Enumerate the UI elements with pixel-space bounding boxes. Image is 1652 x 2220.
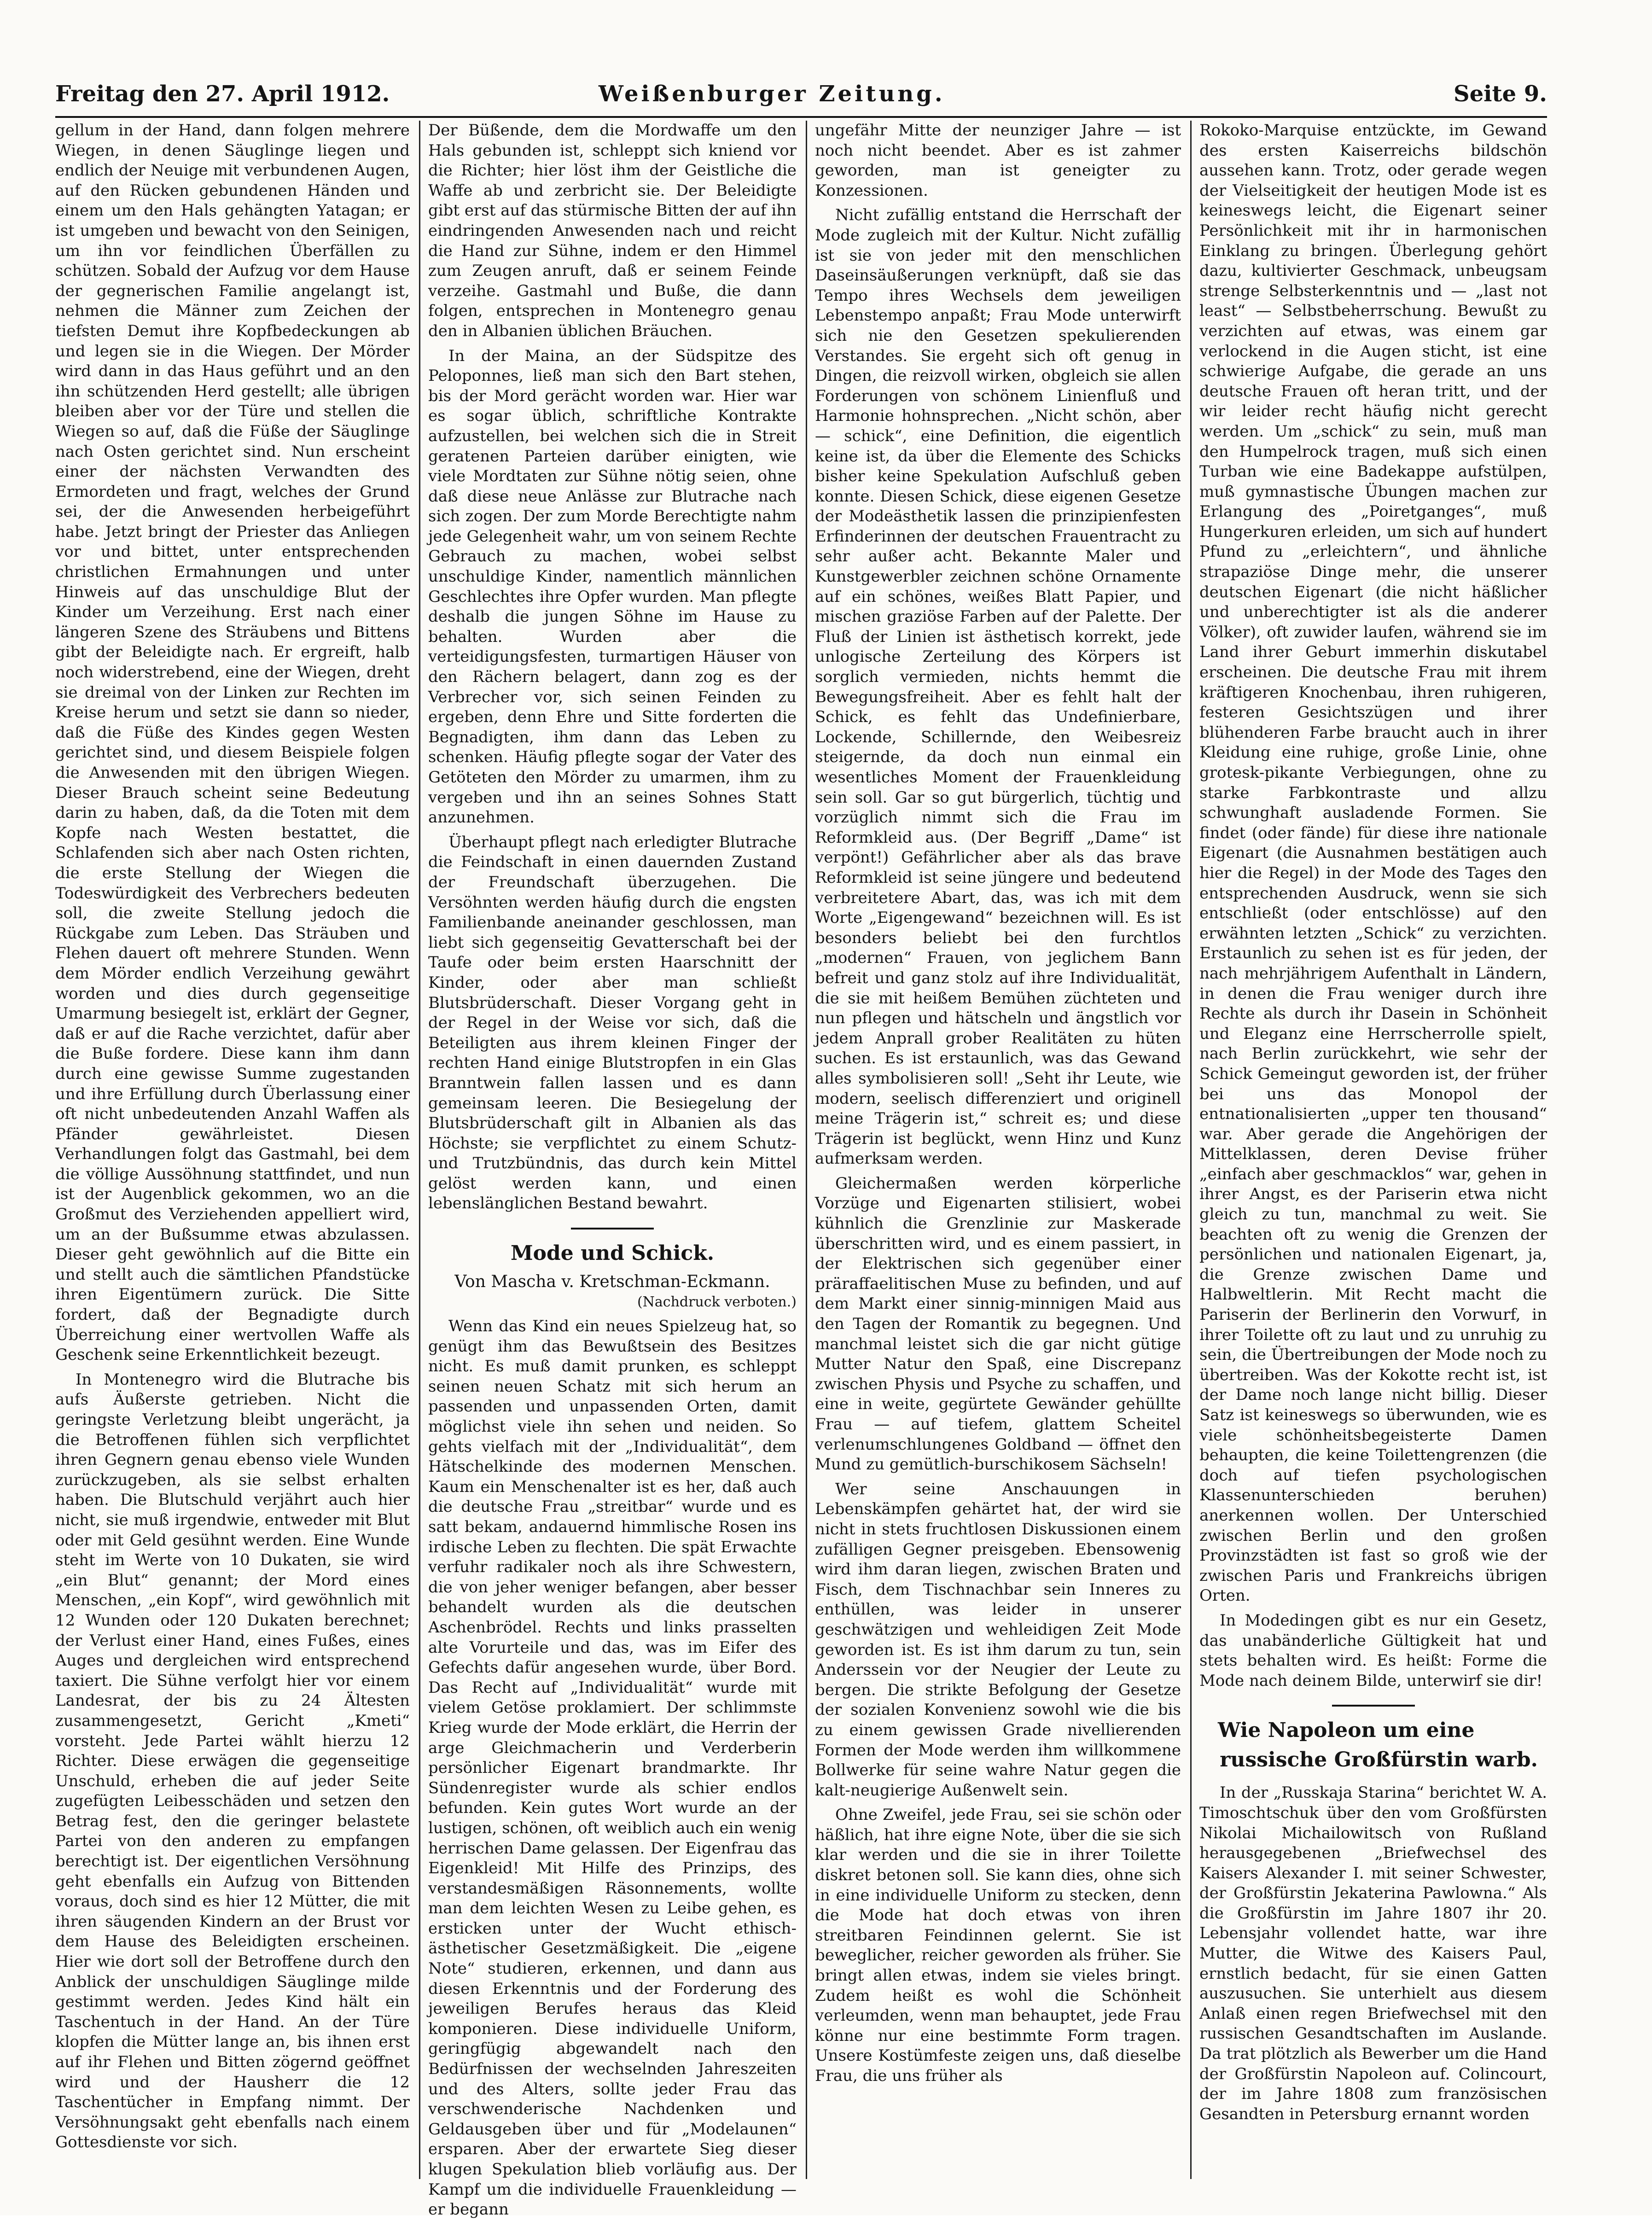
paragraph: Wenn das Kind ein neues Spielzeug hat, so genügt ihm das Bewußtsein des Besitzes nicht. Es muß damit prunken, es schleppt seinen neuen Schatz mit sich herum an passenden und unpassenden Orten, damit möglichst viele ihn sehen und neiden. So gehts vielfach mit der „Individualität“, dem Hätschelkinde des modernen Menschen. Kaum ein Menschenalter ist es her, daß auch die deutsche Frau „streitbar“ wurde und es satt bekam, andauernd himmlische Rosen ins irdische Leben zu flechten. Die spät Erwachte verfuhr radikaler noch als ihre Schwestern, die von jeher weniger befangen, aber besser behandelt wurden als die deutschen Aschenbrödel. Rechts und links prasselten alte Vorurteile und das, was im Eifer des Gefechts dafür angesehen wurde, über Bord. Das Recht auf „Individualität“ wurde mit vielem Getöse proklamiert. Der schlimmste Krieg wurde der Mode erklärt, die Herrin der arge Gleichmacherin und Verderberin persönlicher Eigenart brandmarkte. Ihr Sündenregister wurde als schier endlos befunden. Kein gutes Wort wurde an der lustigen, schönen, oft weiblich auch ein wenig herrischen Dame gelassen. Der Eigenfrau das Eigenkleid! Mit Hilfe des Prinzips, des verstandesmäßigen Räsonnements, wollte man dem leichten Wesen zu Leibe gehen, es ersticken unter der Wucht ethisch-ästhetischer Gesetzmäßigkeit. Die „eigene Note“ studieren, erkennen, und dann aus diesen Erkenntnis und der Forderung des jeweiligen Berufes heraus das Kleid komponieren. Diese individuelle Uniform, geringfügig abgewandelt nach den Bedürfnissen der wechselnden Jahreszeiten und des Alters, sollte jeder Frau das verschwenderische Nachdenken und Geldausgeben über und für „Modelaunen“ ersparen. Aber der erwartete Sieg dieser klugen Spekulation blieb vorläufig aus. Der Kampf um die individuelle Frauenkleidung — er begann: [428, 1317, 797, 2219]
column-2: [428, 121, 797, 2219]
paragraph: gellum in der Hand, dann folgen mehrere Wiegen, in denen Säuglinge liegen und endlich der Neuige mit verbundenen Augen, auf den Rücken gebundenen Händen und einem um den Hals gehängten Yatagan; er ist umgeben und bewacht von den Seinigen, um ihn vor feindlichen Überfällen zu schützen. Sobald der Aufzug vor dem Hause der gegnerischen Familie angelangt ist, nehmen die Männer zum Zeichen der tiefsten Demut ihre Kopfbedeckungen ab und legen sie in die Wiegen. Der Mörder wird dann in das Haus geführt und an den ihn schützenden Herd gestellt; alle übrigen bleiben aber vor der Türe und stellen die Wiegen so auf, daß die Füße der Säuglinge nach Osten gerichtet sind. Nun erscheint einer der nächsten Verwandten des Ermordeten und fragt, welches der Grund sei, der die Anwesenden herbeigeführt habe. Jetzt bringt der Priester das Anliegen vor und bittet, unter entsprechenden christlichen Ermahnungen und unter Hinweis auf das unschuldige Blut der Kinder um Verzeihung. Erst nach einer längeren Szene des Sträubens und Bittens gibt der Beleidigte nach. Er ergreift, halb noch widerstrebend, eine der Wiegen, dreht sie dreimal von der Linken zur Rechten im Kreise herum und setzt sie dann so nieder, daß die Füße des Kindes gegen Westen gerichtet sind, und diesem Beispiele folgen die Anwesenden mit den übrigen Wiegen. Dieser Brauch scheint seine Bedeutung darin zu haben, daß, da die Toten mit dem Kopfe nach Westen bestattet, die Schlafenden sich aber nach Osten richten, die erste Stellung der Wiegen die Todeswürdigkeit des Verbrechers bedeuten soll, die zweite Stellung jedoch die Rückgabe zum Leben. Das Sträuben und Flehen dauert oft mehrere Stunden. Wenn dem Mörder endlich Verzeihung gewährt worden und dies durch gegenseitige Umarmung besiegelt ist, erklärt der Gegner, daß er auf die Rache verzichtet, dafür aber die Buße fordere. Diese kann ihm dann durch eine gewisse Summe zugestanden und ihre Erfüllung durch Überlassung einer oft nicht unbedeutenden Anzahl Waffen als Pfänder gewährleistet. Diesen Verhandlungen folgt das Gastmahl, bei dem die völlige Aussöhnung stattfindet, und nun ist der Augenblick gekommen, wo an die Großmut des Verziehenden appelliert wird, um an der Bußsumme etwas abzulassen. Dieser geht gewöhnlich auf die Bitte ein und stellt auch die sämtlichen Pfandstücke ihren Eigentümern zurück. Die Sitte fordert, daß der Begnadigte durch Überreichung einer wertvollen Waffe als Geschenk seine Erkenntlichkeit bezeugt.: [55, 121, 410, 1364]
header-date: Freitag den 27. April 1912.: [55, 81, 390, 107]
paragraph: In der Maina, an der Südspitze des Peloponnes, ließ man sich den Bart stehen, bis der Mord gerächt worden war. Hier war es sogar üblich, schriftliche Kontrakte aufzustellen, bei welchen sich die in Streit geratenen Parteien darüber einigten, wie viele Mordtaten zur Sühne nötig seien, ohne daß diese neue Anlässe zur Blutrache nach sich zogen. Der zum Morde Berechtigte nahm jede Gelegenheit wahr, um von seinem Rechte Gebrauch zu machen, wobei selbst unschuldige Kinder, namentlich männlichen Geschlechtes ihre Opfer wurden. Man pflegte deshalb die jungen Söhne im Hause zu behalten. Wurden aber die verteidigungsfesten, turmartigen Häuser von den Rächern belagert, dann zog es der Verbrecher vor, sich seinen Feinden zu ergeben, denn Ehre und Sitte forderten die Begnadigten, ihm dann das Leben zu schenken. Häufig pflegte sogar der Vater des Getöteten den Mörder zu umarmen, ihm zu vergeben und ihn an seines Sohnes Statt anzunehmen.: [428, 346, 797, 827]
page-header: [55, 77, 1547, 113]
paragraph: Wer seine Anschauungen in Lebenskämpfen gehärtet hat, der wird sie nicht in stets fruchtlosen Diskussionen einem zufälligen Gegner preisgeben. Ebensowenig wird ihm daran liegen, zwischen Braten und Fisch, dem Tischnachbar sein Inneres zu enthüllen, was leider in unserer geschwätzigen und wehleidigen Zeit Mode geworden ist. Es ist ihm darum zu tun, sein Anderssein vor der Neugier der Leute zu bergen. Die strikte Befolgung der Gesetze der sozialen Konvenienz sowohl wie die bis zu einem gewissen Grade nivellierenden Formen der Mode werden ihm willkommene Bollwerke für seine wahre Natur gegen die kalt-neugierige Außenwelt sein.: [815, 1480, 1181, 1800]
reprint-note: (Nachdruck verboten.): [637, 1294, 797, 1311]
paragraph: Gleichermaßen werden körperliche Vorzüge und Eigenarten stilisiert, wobei kühnlich die Grenzlinie zur Maskerade überschritten wird, und es einem passiert, in der Elektrischen sich gegenüber einer präraffaelitischen Muse zu befinden, und auf dem Markt einer sinnig-minnigen Maid aus den Tagen der Romantik zu begegnen. Und manchmal leistet sich die gar nicht gütige Mutter Natur den Spaß, eine Discrepanz zwischen Physis und Psyche zu schaffen, und eine in weite, gegürtete Gewänder gehüllte Frau — auf tiefem, glattem Scheitel verlenumschlungenes Goldband — öffnet den Mund zu gemütlich-burschikosem Sächseln!: [815, 1174, 1181, 1474]
article-title: Mode und Schick.: [510, 1241, 715, 1265]
paragraph: In Modedingen gibt es nur ein Gesetz, das unabänderliche Gültigkeit hat und stets behalten wird. Es heißt: Forme die Mode nach deinem Bilde, unterwirf sie dir!: [1199, 1611, 1547, 1690]
paragraph: ungefähr Mitte der neunziger Jahre — ist noch nicht beendet. Aber es ist zahmer geworden, man ist geneigter zu Konzessionen.: [815, 121, 1181, 200]
article-separator: [1332, 1705, 1415, 1707]
paragraph: Der Büßende, dem die Mordwaffe um den Hals gebunden ist, schleppt sich kniend vor die Richter; hier löst ihm der Geistliche die Waffe ab und zerbricht sie. Der Beleidigte gibt erst auf das stürmische Bitten der auf ihn eindringenden Anwesenden nach und reicht die Hand zur Sühne, indem er den Himmel zum Zeugen anruft, daß er seinem Feinde verzeihe. Gastmahl und Buße, die dann folgen, entsprechen in Montenegro genau den in Albanien üblichen Bräuchen.: [428, 121, 797, 340]
article-separator: [571, 1228, 654, 1229]
column-4: [1199, 121, 1547, 2174]
article-title-line: russische Großfürstin warb.: [1220, 1748, 1538, 1772]
paragraph: Überhaupt pflegt nach erledigter Blutrache die Feindschaft in einen dauernden Zustand der Freundschaft überzugehen. Die Versöhnten werden häufig durch die engsten Familienbande aneinander geschlossen, man liebt sich gegenseitig Gevatterschaft bei der Taufe oder beim ersten Haarschnitt der Kinder, oder aber man schließt Blutsbrüderschaft. Dieser Vorgang geht in der Regel in der Weise vor sich, daß die Beteiligten aus ihrem kleinen Finger der rechten Hand einige Blutstropfen in ein Glas Branntwein fallen lassen und es dann gemeinsam leeren. Die Besiegelung der Blutsbrüderschaft gilt in Albanien als das Höchste; sie verpflichtet zu einem Schutz- und Trutzbündnis, das durch kein Mittel gelöst werden kann, und einen lebenslänglichen Bestand bewahrt.: [428, 833, 797, 1213]
article-title: [1199, 1716, 1547, 1775]
column-1: [55, 121, 410, 2174]
header-rule: [55, 116, 1547, 118]
paragraph: In Montenegro wird die Blutrache bis aufs Äußerste getrieben. Nicht die geringste Verletzung bleibt ungerächt, ja die Betroffenen fühlen sich verpflichtet ihren Gegnern genau ebenso viele Wunden zurückzugeben, als sie selbst erhalten haben. Die Blutschuld verjährt auch hier nicht, sie muß irgendwie, entweder mit Blut oder mit Geld gesühnt werden. Eine Wunde steht im Werte von 10 Dukaten, sie wird „ein Blut“ genannt; der Mord eines Menschen, „ein Kopf“, wird gewöhnlich mit 12 Wunden oder 120 Dukaten berechnet; der Verlust einer Hand, eines Fußes, eines Auges und dergleichen wird entsprechend taxiert. Die Sühne verfolgt hier vor einem Landesrat, der bis zu 24 Ältesten zusammengesetzt, Gericht „Kmeti“ vorsteht. Jede Partei wählt hierzu 12 Richter. Diese erwägen die gegenseitige Unschuld, erheben die auf jeder Seite zugefügten Leibesschäden und setzen den Betrag fest, den die geringer belastete Partei von den anderen zu empfangen berechtigt ist. Der eigentlichen Versöhnung geht ebenfalls ein Aufzug von Bittenden voraus, doch sind es hier 12 Mütter, die mit ihren säugenden Kindern an der Brust vor dem Hause des Beleidigten erscheinen. Hier wie dort soll der Betroffene durch den Anblick der unschuldigen Säuglinge milde gestimmt werden. Jedes Kind hält ein Taschentuch in der Hand. An der Türe klopfen die Mütter lange an, bis ihnen erst auf ihr Flehen und Bitten zögernd geöffnet wird und der Hausherr die 12 Taschentücher in Empfang nimmt. Der Versöhnungsakt geht ebenfalls nach einem Gottesdienste vor sich.: [55, 1370, 410, 2152]
article-title-line: Wie Napoleon um eine: [1218, 1719, 1475, 1742]
newspaper-title: Weißenburger Zeitung.: [599, 81, 945, 107]
column-rule: [419, 121, 420, 2179]
article-byline: Von Mascha v. Kretschman-Eckmann.: [454, 1272, 770, 1292]
page-number: Seite 9.: [1454, 81, 1547, 107]
paragraph: Ohne Zweifel, jede Frau, sei sie schön oder häßlich, hat ihre eigne Note, über die sie sich klar werden und die sie in ihrer Toilette diskret betonen soll. Sie kann dies, ohne sich in eine individuelle Uniform zu stecken, denn die Mode hat doch etwas von ihren streitbaren Feindinnen gelernt. Sie ist beweglicher, reicher geworden als früher. Sie bringt allen etwas, indem sie vieles bringt. Zudem heißt es wohl die Schönheit verleumden, wenn man behauptet, jede Frau könne nur eine bestimmte Form tragen. Unsere Kostümfeste zeigen uns, daß dieselbe Frau, die uns früher als: [815, 1806, 1181, 2085]
column-rule: [1190, 121, 1192, 2179]
paragraph: Rokoko-Marquise entzückte, im Gewand des ersten Kaiserreichs bildschön aussehen kann. Trotz, oder gerade wegen der Vielseitigkeit der heutigen Mode ist es keineswegs leicht, die Eigenart seiner Persönlichkeit mit ihr in harmonischen Einklang zu bringen. Überlegung gehört dazu, kultivierter Geschmack, unbeugsam strenge Selbsterkenntnis und — „last not least“ — Selbstbeherrschung. Bewußt zu verzichten auf etwas, was einem gar verlockend in die Augen sticht, ist eine schwierige Aufgabe, die gerade an uns deutsche Frauen oft heran tritt, und der wir leider recht häufig nicht gerecht werden. Um „schick“ zu sein, muß man den Humpelrock tragen, muß sich einen Turban wie eine Badekappe aufstülpen, muß gymnastische Übungen machen zur Erlangung des „Poiretganges“, muß Hungerkuren erleiden, um sich auf hundert Pfund zu „erleichtern“, und ähnliche strapaziöse Dinge mehr, die unserer deutschen Eigenart (die nicht häßlicher und unberechtigter ist als die anderer Völker), oft zuwider laufen, während sie im Land ihrer Geburt immerhin diskutabel erscheinen. Die deutsche Frau mit ihrem kräftigeren Knochenbau, ihren ruhigeren, festeren Gesichtszügen und ihrer blühenderen Farbe braucht auch in ihrer Kleidung eine ruhige, große Linie, ohne grotesk-pikante Verbiegungen, ohne zu starke Farbkontraste und allzu schwunghaft ausladende Formen. Sie findet (oder fände) für diese ihre nationale Eigenart (die Ausnahmen bestätigen auch hier die Regel) in der Mode des Tages den entsprechenden Ausdruck, wenn sie sich entschließt (oder entschlösse) auf den erwähnten letzten „Schick“ zu verzichten. Erstaunlich zu sehen ist es für jeden, der nach mehrjährigem Aufenthalt in Ländern, in denen die Frau weniger durch ihre Rechte als durch ihr Dasein in Schönheit und Eleganz eine Herrscherrolle spielt, nach Berlin zurückkehrt, wie sehr der Schick Gemeingut geworden ist, der früher bei uns das Monopol der entnationalisierten „upper ten thousand“ war. Aber gerade die Angehörigen der Mittelklassen, deren Devise früher „einfach aber geschmacklos“ war, gehen in ihrer Angst, es der Pariserin etwa nicht gleich zu tun, manchmal zu weit. Sie beachten oft zu wenig die Grenzen der persönlichen und nationalen Eigenart, ja, die Grenze zwischen Dame und Halbweltlerin. Mit Recht macht die Pariserin der Berlinerin den Vorwurf, in ihrer Toilette oft zu laut und zu unruhig zu sein, die Übertreibungen der Mode noch zu übertreiben. Was der Kokotte recht ist, ist der Dame noch lange nicht billig. Dieser Satz ist keineswegs so überwunden, wie es viele schönheitsbegeisterte Damen behaupten, die keine Toilettengrenzen (die doch auf tiefen psychologischen Klassenunterschieden beruhen) anerkennen wollen. Der Unterschied zwischen Berlin und den großen Provinzstädten ist fast so groß wie der zwischen Paris und Frankreichs übrigen Orten.: [1199, 121, 1547, 1605]
column-rule: [806, 121, 807, 2179]
paragraph: In der „Russkaja Starina“ berichtet W. A. Timoschtschuk über den vom Großfürsten Nikolai Michailowitsch von Rußland herausgegebenen „Briefwechsel des Kaisers Alexander I. mit seiner Schwester, der Großfürstin Jekaterina Pawlowna.“ Als die Großfürstin im Jahre 1807 ihr 20. Lebensjahr vollendet hatte, war ihre Mutter, die Witwe des Kaisers Paul, ernstlich bedacht, für sie einen Gatten auszusuchen. Sie unterhielt aus diesem Anlaß einen regen Briefwechsel mit den russischen Gesandtschaften im Auslande. Da trat plötzlich als Bewerber um die Hand der Großfürstin Napoleon auf. Colincourt, der im Jahre 1808 zum französischen Gesandten in Petersburg ernannt worden: [1199, 1783, 1547, 2123]
paragraph: Nicht zufällig entstand die Herrschaft der Mode zugleich mit der Kultur. Nicht zufällig ist sie von jeder mit den menschlichen Daseinsäußerungen verknüpft, daß sie das Tempo ihres Wechsels dem jeweiligen Lebenstempo anpaßt; Frau Mode unterwirft sich nie den Gesetzen spekulierenden Verstandes. Sie ergeht sich oft genug in Dingen, die reizvoll wirken, obgleich sie allen Forderungen von schönem Linienfluß und Harmonie hohnsprechen. „Nicht schön, aber — schick“, eine Definition, die eigentlich keine ist, da über die Elemente des Schicks bisher keine Spekulation Aufschluß geben konnte. Diesen Schick, diese eigenen Gesetze der Modeästhetik lassen die prinzipienfesten Erfinderinnen der deutschen Frauentracht zu sehr außer acht. Bekannte Maler und Kunstgewerbler zeichnen schöne Ornamente auf ein schönes, weißes Blatt Papier, und mischen graziöse Farben auf der Palette. Der Fluß der Linien ist ästhetisch korrekt, jede unlogische Zerteilung des Körpers ist sorglich vermieden, nichts hemmt die Bewegungsfreiheit. Aber es fehlt halt der Schick, es fehlt das Undefinierbare, Lockende, Schillernde, den Weibesreiz steigernde, da doch nun einmal ein wesentliches Moment der Frauenkleidung sein soll. Gar so gut bürgerlich, tüchtig und vorzüglich nimmt sich die Frau im Reformkleid aus. (Der Begriff „Dame“ ist verpönt!) Gefährlicher aber als das brave Reformkleid ist seine jüngere und bedeutend verbreitetere Abart, das, was ich mit dem Worte „Eigengewand“ bezeichnen will. Es ist besonders beliebt bei den furchtlos „modernen“ Frauen, von jeglichem Bann befreit und ganz stolz auf ihre Individualität, die sie mit heißem Bemühen züchteten und nun pflegen und hätscheln und ängstlich vor jedem Anprall grober Realitäten zu hüten suchen. Es ist erstaunlich, was das Gewand alles symbolisieren soll! „Seht ihr Leute, wie modern, seelisch differenziert und originell meine Trägerin ist,“ schreit es; und diese Trägerin ist beglückt, wenn Hinz und Kunz aufmerksam werden.: [815, 206, 1181, 1168]
column-3: [815, 121, 1181, 2174]
